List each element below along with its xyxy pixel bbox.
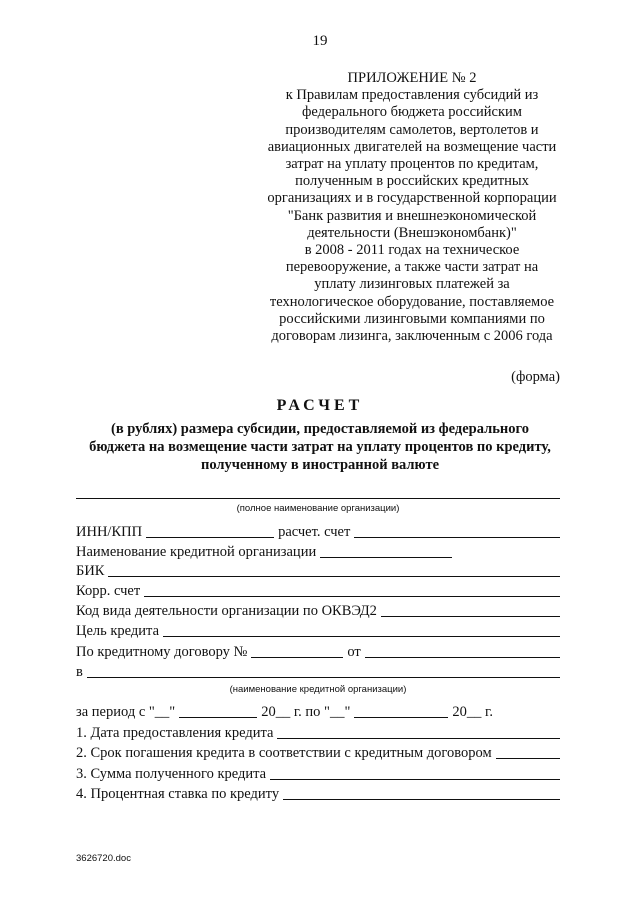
credit-agreement-row <box>76 641 560 661</box>
item-row <box>76 763 560 783</box>
annex-line: затрат на уплату процентов по кредитам, <box>285 156 539 173</box>
in-label: в <box>76 664 83 680</box>
agreement-date-field[interactable] <box>365 657 560 658</box>
document-title: РАСЧЕТ <box>276 397 364 414</box>
annex-line: уплату лизинговых платежей за <box>314 276 510 293</box>
annex-line: российскими лизинговыми компаниями по <box>279 310 545 327</box>
credit-purpose-label: Цель кредита <box>76 623 160 639</box>
period-year1: 20__ г. по "__" <box>261 704 351 720</box>
org-name-line[interactable] <box>76 498 560 499</box>
annex-line: к Правилам предоставления субсидий из <box>285 87 539 104</box>
agreement-number-field[interactable] <box>251 657 343 658</box>
period-row <box>76 701 560 721</box>
credit-org-label: Наименование кредитной организации <box>76 544 317 560</box>
item-field[interactable] <box>277 738 560 739</box>
inn-account-row <box>76 521 560 541</box>
period-prefix: за период с "__" <box>76 704 176 720</box>
bik-row <box>76 560 560 580</box>
annex-line: производителям самолетов, вертолетов и <box>285 121 539 138</box>
corr-account-field[interactable] <box>144 596 560 597</box>
annex-line: организациях и в государственной корпорации <box>267 190 557 207</box>
credit-org-row <box>76 541 560 561</box>
item-row <box>76 783 560 803</box>
okved-row <box>76 600 560 620</box>
credit-org-field[interactable] <box>320 557 452 558</box>
corr-account-row <box>76 580 560 600</box>
org-name-caption: (полное наименование организации) <box>236 503 400 514</box>
item-field[interactable] <box>283 799 560 800</box>
item-label: 2. Срок погашения кредита в соответствии с кредитным договором <box>76 745 492 761</box>
annex-line: "Банк развития и внешнеэкономической <box>287 207 537 224</box>
period-start-field[interactable] <box>179 717 257 718</box>
credit-org-caption: (наименование кредитной организации) <box>229 684 407 695</box>
credit-purpose-field[interactable] <box>163 636 560 637</box>
annex-line: ПРИЛОЖЕНИЕ № 2 <box>347 70 477 86</box>
document-id: 3626720.doc <box>76 853 131 864</box>
bank-row <box>76 661 560 681</box>
annex-line: договорам лизинга, заключенным с 2006 года <box>271 328 553 345</box>
inn-kpp-label: ИНН/КПП <box>76 524 143 540</box>
annex-line: технологическое оборудование, поставляемое <box>269 293 555 310</box>
period-end-field[interactable] <box>354 717 448 718</box>
period-year2: 20__ г. <box>452 704 493 720</box>
subtitle-line: (в рублях) размера субсидии, предоставляемой из федерального <box>111 421 529 437</box>
item-label: 3. Сумма полученного кредита <box>76 766 267 782</box>
okved-label: Код вида деятельности организации по ОКВЭД2 <box>76 603 377 619</box>
item-label: 4. Процентная ставка по кредиту <box>76 786 280 802</box>
account-field[interactable] <box>354 537 560 538</box>
document-subtitle <box>70 420 570 474</box>
bank-name-field[interactable] <box>87 677 560 678</box>
corr-account-label: Корр. счет <box>76 583 141 599</box>
credit-purpose-row <box>76 620 560 640</box>
item-field[interactable] <box>496 758 560 759</box>
inn-kpp-field[interactable] <box>146 537 274 538</box>
item-field[interactable] <box>270 779 560 780</box>
item-row <box>76 722 560 742</box>
subtitle-line: бюджета на возмещение части затрат на уплату процентов по кредиту, <box>89 439 551 455</box>
annex-line: деятельности (Внешэкономбанк)" <box>307 224 517 241</box>
form-label: (форма) <box>511 369 560 385</box>
annex-line: в 2008 - 2011 годах на техническое <box>304 242 520 259</box>
from-label: от <box>347 644 361 660</box>
account-label: расчет. счет <box>278 524 351 540</box>
annex-line: перевооружение, а также части затрат на <box>285 259 539 276</box>
annex-line: авиационных двигателей на возмещение части <box>267 138 557 155</box>
item-row <box>76 742 560 762</box>
annex-line: полученным в российских кредитных <box>295 173 529 190</box>
bik-field[interactable] <box>108 576 560 577</box>
item-label: 1. Дата предоставления кредита <box>76 725 274 741</box>
okved-field[interactable] <box>381 616 560 617</box>
credit-agreement-label: По кредитному договору № <box>76 644 248 660</box>
annex-header <box>262 70 562 345</box>
page-number: 19 <box>312 33 328 49</box>
annex-line: федерального бюджета российским <box>302 104 522 121</box>
subtitle-line: полученному в иностранной валюте <box>200 457 440 473</box>
bik-label: БИК <box>76 563 105 579</box>
